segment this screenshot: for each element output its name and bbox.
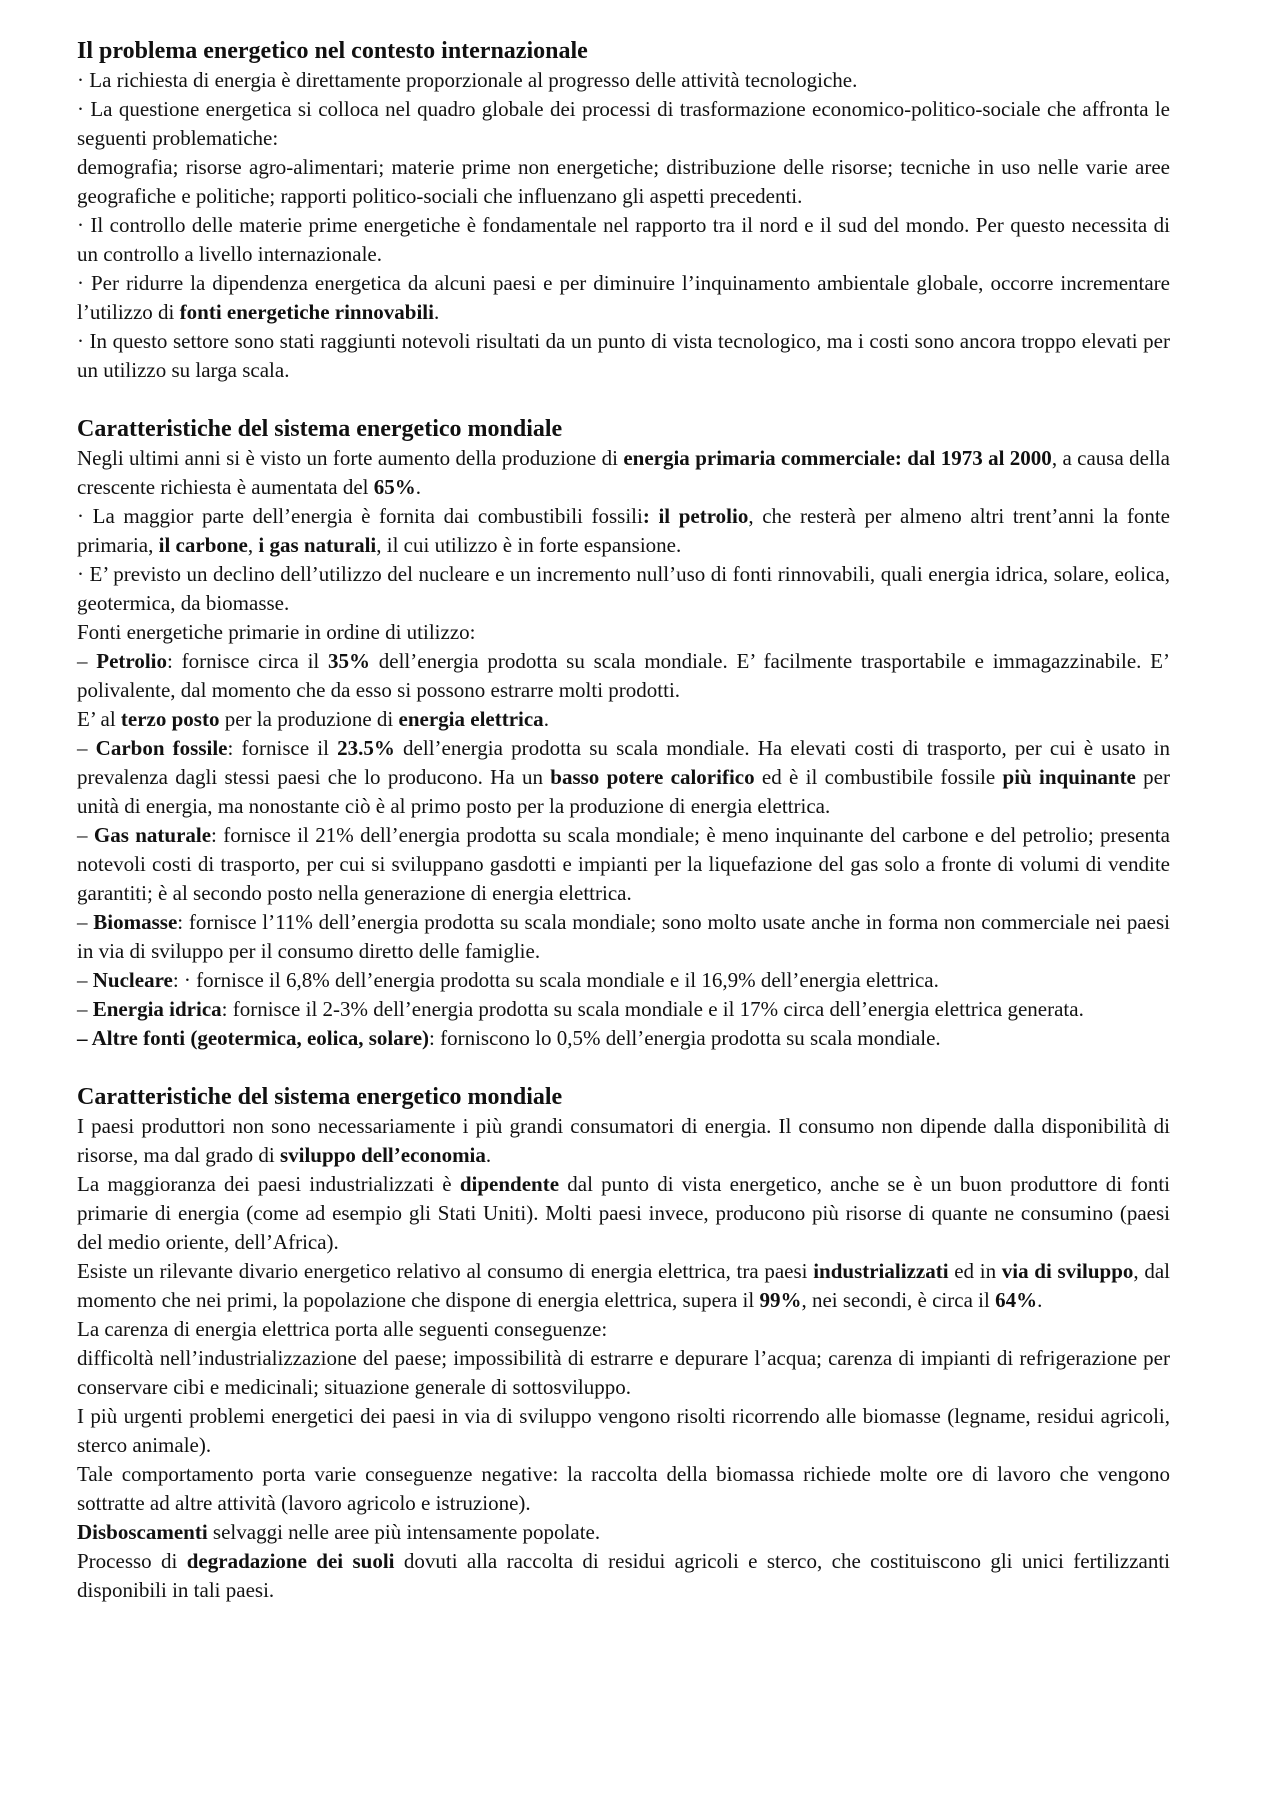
- text-run: · Il controllo delle materie prime energetiche è fondamentale nel rapporto tra il nord e il sud del mondo. Per questo necessita di un controllo a livello internazionale.: [77, 213, 1170, 266]
- paragraph: [77, 95, 1170, 153]
- text-run: .: [543, 707, 549, 731]
- bold-text: i gas naturali: [258, 533, 377, 557]
- bold-text: sviluppo dell’economia: [279, 1143, 486, 1167]
- text-run: per la produzione di: [219, 707, 399, 731]
- bold-text: Carbon fossile: [95, 736, 228, 760]
- text-run: , dal momento che nei primi, la popolazione che dispone di energia elettrica, supera il: [77, 1259, 1171, 1312]
- text-run: : fornisce il 2-3% dell’energia prodotta su scala mondiale e il 17% circa dell’energia elettrica generata.: [221, 997, 1084, 1021]
- bold-text: Biomasse: [93, 910, 178, 934]
- text-run: .: [1037, 1288, 1043, 1312]
- bold-text: energia elettrica: [398, 707, 544, 731]
- text-run: .: [433, 300, 440, 324]
- paragraph: [77, 966, 1170, 995]
- bold-text: energia primaria commerciale: dal 1973 al 2000: [623, 446, 1052, 470]
- text-run: · In questo settore sono stati raggiunti notevoli risultati da un punto di vista tecnologico, ma i costi sono ancora troppo elevati per un utilizzo su larga scala.: [77, 329, 1170, 382]
- paragraph: [77, 734, 1170, 821]
- bold-text: 64%: [995, 1288, 1038, 1312]
- text-run: difficoltà nell’industrializzazione del paese; impossibilità di estrarre e depurare l’acqua; carenza di impianti di refrigerazione per conservare cibi e medicinali; situazione generale di sottosviluppo.: [77, 1346, 1170, 1399]
- bold-text: industrializzati: [813, 1259, 949, 1283]
- paragraph: [77, 1402, 1170, 1460]
- paragraph: [77, 821, 1170, 908]
- text-run: .: [485, 1143, 492, 1167]
- text-run: Negli ultimi anni si è visto un forte aumento della produzione di: [77, 446, 624, 470]
- bold-text: Nucleare: [92, 968, 173, 992]
- paragraph: [77, 705, 1170, 734]
- text-run: : fornisce l’11% dell’energia prodotta su scala mondiale; sono molto usate anche in forma non commerciale nei paesi in via di sviluppo per il consumo diretto delle famiglie.: [77, 910, 1170, 963]
- text-run: , a causa della crescente richiesta è aumentata del: [77, 446, 1170, 499]
- text-run: · La richiesta di energia è direttamente proporzionale al progresso delle attività tecnologiche.: [77, 68, 858, 92]
- bold-text: più inquinante: [1002, 765, 1136, 789]
- paragraph: [77, 618, 1170, 647]
- text-run: , il cui utilizzo è in forte espansione.: [376, 533, 682, 557]
- bold-text: via di sviluppo: [1001, 1259, 1134, 1283]
- section-heading: Caratteristiche del sistema energetico mondiale: [77, 1084, 563, 1110]
- bold-text: terzo posto: [120, 707, 220, 731]
- paragraph: [77, 1344, 1170, 1402]
- text-run: –: [77, 997, 93, 1021]
- paragraph: [77, 995, 1170, 1024]
- text-run: ed in: [948, 1259, 1002, 1283]
- text-run: La maggioranza dei paesi industrializzati è: [77, 1172, 460, 1196]
- paragraph: [77, 211, 1170, 269]
- bold-text: il carbone: [158, 533, 248, 557]
- paragraph: [77, 1460, 1170, 1518]
- paragraph: [77, 908, 1170, 966]
- text-run: : forniscono lo 0,5% dell’energia prodotta su scala mondiale.: [429, 1026, 941, 1050]
- text-run: · La questione energetica si colloca nel quadro globale dei processi di trasformazione economico-politico-sociale che affronta le seguenti problematiche:: [77, 97, 1170, 150]
- bold-text: 65%: [373, 475, 416, 499]
- text-run: –: [77, 910, 94, 934]
- bold-text: degradazione dei suoli: [186, 1549, 395, 1573]
- text-run: per unità di energia, ma nonostante ciò è al primo posto per la produzione di energia elettrica.: [77, 765, 1170, 818]
- bold-text: Disboscamenti: [77, 1520, 208, 1544]
- text-run: E’ al: [77, 707, 121, 731]
- text-run: Processo di: [77, 1549, 187, 1573]
- bold-text: fonti energetiche rinnovabili: [179, 300, 434, 324]
- text-run: dal punto di vista energetico, anche se è un buon produttore di fonti primarie di energia (come ad esempio gli Stati Uniti). Molti paesi invece, producono più risorse di quante ne consumino (paesi del medio oriente, dell’Africa).: [77, 1172, 1170, 1254]
- paragraph: [77, 1112, 1170, 1170]
- bold-text: Energia idrica: [92, 997, 222, 1021]
- text-run: dell’energia prodotta su scala mondiale. E’ facilmente trasportabile e immagazzinabile. E’ polivalente, dal momento che da esso si possono estrarre molti prodotti.: [77, 649, 1170, 702]
- text-run: dell’energia prodotta su scala mondiale. Ha elevati costi di trasporto, per cui è usato in prevalenza dagli stessi paesi che lo producono. Ha un: [77, 736, 1171, 789]
- section-spacer: [77, 385, 1170, 414]
- paragraph: [77, 1547, 1170, 1605]
- text-run: –: [77, 968, 93, 992]
- paragraph: [77, 1024, 1170, 1053]
- text-run: : · fornisce il 6,8% dell’energia prodotta su scala mondiale e il 16,9% dell’energia elettrica.: [172, 968, 939, 992]
- text-run: Esiste un rilevante divario energetico relativo al consumo di energia elettrica, tra paesi: [77, 1259, 814, 1283]
- text-run: · Per ridurre la dipendenza energetica da alcuni paesi e per diminuire l’inquinamento ambientale globale, occorre incrementare l’utilizzo di: [77, 271, 1170, 324]
- section-spacer: [77, 1053, 1170, 1082]
- paragraph: [77, 502, 1170, 560]
- section-heading: Il problema energetico nel contesto internazionale: [77, 38, 588, 64]
- text-run: , nei secondi, è circa il: [801, 1288, 996, 1312]
- text-run: : fornisce il 21% dell’energia prodotta su scala mondiale; è meno inquinante del carbone e del petrolio; presenta notevoli costi di trasporto, per cui si sviluppano gasdotti e impianti per la liquefazione del gas solo a fronte di volumi di vendite garantiti; è al secondo posto nella generazione di energia elettrica.: [77, 823, 1170, 905]
- bold-text: Petrolio: [96, 649, 168, 673]
- text-run: : fornisce il: [227, 736, 338, 760]
- text-run: : fornisce circa il: [167, 649, 329, 673]
- paragraph: [77, 1257, 1170, 1315]
- document-page: [77, 36, 1170, 1605]
- paragraph: [77, 647, 1170, 705]
- paragraph: [77, 1315, 1170, 1344]
- bold-text: dipendente: [459, 1172, 560, 1196]
- text-run: –: [77, 823, 94, 847]
- section-heading: Caratteristiche del sistema energetico mondiale: [77, 416, 563, 442]
- text-run: dovuti alla raccolta di residui agricoli e sterco, che costituiscono gli unici fertilizzanti disponibili in tali paesi.: [77, 1549, 1171, 1602]
- text-run: I più urgenti problemi energetici dei paesi in via di sviluppo vengono risolti ricorrendo alle biomasse (legname, residui agricoli, sterco animale).: [77, 1404, 1170, 1457]
- text-run: La carenza di energia elettrica porta alle seguenti conseguenze:: [77, 1317, 608, 1341]
- text-run: · La maggior parte dell’energia è fornita dai combustibili fossili: [77, 504, 643, 528]
- text-run: demografia; risorse agro-alimentari; materie prime non energetiche; distribuzione delle risorse; tecniche in uso nelle varie aree geografiche e politiche; rapporti politico-sociali che influenzano gli aspetti precedenti.: [77, 155, 1170, 208]
- text-run: Tale comportamento porta varie conseguenze negative: la raccolta della biomassa richiede molte ore di lavoro che vengono sottratte ad altre attività (lavoro agricolo e istruzione).: [77, 1462, 1170, 1515]
- bold-text: : il petrolio: [642, 504, 749, 528]
- text-run: , che resterà per almeno altri trent’anni la fonte primaria,: [77, 504, 1171, 557]
- text-run: –: [77, 736, 96, 760]
- bold-text: basso potere calorifico: [550, 765, 755, 789]
- text-run: selvaggi nelle aree più intensamente popolate.: [207, 1520, 601, 1544]
- text-run: ,: [247, 533, 259, 557]
- paragraph: [77, 269, 1170, 327]
- bold-text: 99%: [759, 1288, 802, 1312]
- text-run: I paesi produttori non sono necessariamente i più grandi consumatori di energia. Il consumo non dipende dalla disponibilità di risorse, ma dal grado di: [77, 1114, 1170, 1167]
- paragraph: [77, 1518, 1170, 1547]
- text-run: Fonti energetiche primarie in ordine di utilizzo:: [77, 620, 476, 644]
- bold-text: 35%: [328, 649, 371, 673]
- bold-text: Gas naturale: [93, 823, 212, 847]
- text-run: · E’ previsto un declino dell’utilizzo del nucleare e un incremento null’uso di fonti rinnovabili, quali energia idrica, solare, eolica, geotermica, da biomasse.: [77, 562, 1170, 615]
- text-run: –: [77, 649, 97, 673]
- paragraph: [77, 327, 1170, 385]
- paragraph: [77, 1170, 1170, 1257]
- paragraph: [77, 560, 1170, 618]
- bold-text: 23.5%: [337, 736, 395, 760]
- text-run: .: [415, 475, 421, 499]
- paragraph: [77, 66, 1170, 95]
- text-run: ed è il combustibile fossile: [754, 765, 1003, 789]
- paragraph: [77, 153, 1170, 211]
- bold-text: – Altre fonti (geotermica, eolica, solare): [77, 1026, 430, 1050]
- paragraph: [77, 444, 1170, 502]
